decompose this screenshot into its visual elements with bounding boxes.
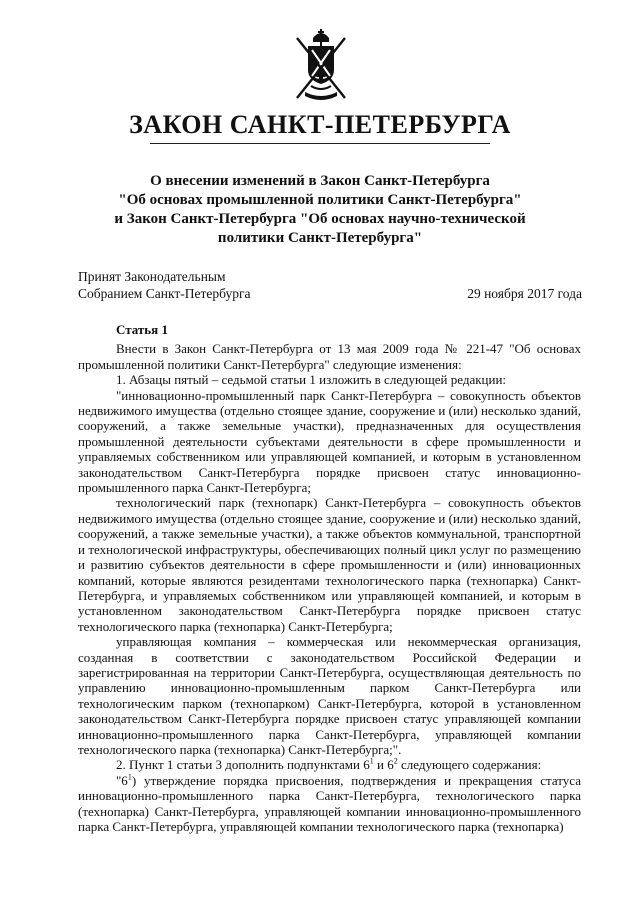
adoption-line: Собранием Санкт-Петербурга bbox=[78, 286, 251, 301]
superscript: 1 bbox=[369, 757, 374, 767]
item-2-text: и 6 bbox=[373, 757, 394, 773]
adoption-date: 29 ноября 2017 года bbox=[467, 286, 582, 301]
adoption-line: Принят Законодательным bbox=[78, 269, 226, 284]
article-body bbox=[78, 322, 581, 834]
item-2-text: 2. Пункт 1 статьи 3 дополнить подпунктами 6 bbox=[116, 757, 370, 773]
subtitle-line: и Закон Санкт-Петербурга "Об основах научно-технической bbox=[114, 211, 526, 227]
title-underline bbox=[150, 143, 490, 144]
subitem-text: ) утверждение порядка присвоения, подтверждения и прекращения статуса инновационно-промышленного парка Санкт-Петербурга, технологического парка (технопарка) Санкт-Петербурга, управляющей компании инновационно-промышленного парка Санкт-Петербурга, управляющей компании технологического парка (технопарка) bbox=[78, 772, 581, 834]
paragraph-subitem-6-1 bbox=[78, 773, 581, 835]
superscript: 1 bbox=[127, 772, 132, 782]
superscript: 2 bbox=[393, 757, 398, 767]
paragraph-intro: Внести в Закон Санкт-Петербурга от 13 мая 2009 года № 221-47 "Об основах промышленной политики Санкт-Петербурга" следующие изменения: bbox=[78, 341, 581, 372]
subitem-text: "6 bbox=[116, 772, 128, 788]
paragraph-item-1: 1. Абзацы пятый – седьмой статьи 1 изложить в следующей редакции: bbox=[116, 372, 507, 388]
paragraph-item-2 bbox=[78, 757, 581, 772]
subtitle-line: О внесении изменений в Закон Санкт-Петербурга bbox=[150, 173, 490, 189]
adoption-block bbox=[78, 268, 251, 302]
subtitle-line: политики Санкт-Петербурга" bbox=[217, 230, 423, 246]
subtitle-line: "Об основах промышленной политики Санкт-Петербурга" bbox=[118, 192, 522, 208]
law-subtitle bbox=[90, 172, 550, 248]
paragraph-definition-innovation-park: "инновационно-промышленный парк Санкт-Петербурга – совокупность объектов недвижимого имущества (отдельно стоящее здание, сооружение и (или) несколько зданий, сооружений, а также земельные участки), предназначенных для осуществления промышленной деятельности субъектами деятельности в сфере промышленности и управляемых собственником или управляющей компанией, и которым в установленном законодательством Санкт-Петербурга порядке присвоен статус инновационно-промышленного парка Санкт-Петербурга; bbox=[78, 387, 581, 496]
law-title: ЗАКОН САНКТ-ПЕТЕРБУРГА bbox=[129, 110, 511, 139]
article-heading: Статья 1 bbox=[116, 322, 168, 337]
paragraph-definition-management-company: управляющая компания – коммерческая или некоммерческая организация, созданная в соответствии с законодательством Российской Федерации и зарегистрированная на территории Санкт-Петербурга, осуществляющая деятельность по управлению инновационно-промышленным парком Санкт-Петербурга или технологическим парком (технопарком) Санкт-Петербурга, которой в установленном законодательством Санкт-Петербурга порядке присвоен статус управляющей компании инновационно-промышленного парка Санкт-Петербурга, управляющей компании технологического парка (технопарка) Санкт-Петербурга;". bbox=[78, 634, 581, 757]
paragraph-definition-technopark: технологический парк (технопарк) Санкт-Петербурга – совокупность объектов недвижимого имущества (отдельно стоящее здание, сооружение и (или) несколько зданий, сооружений, а также земельные участки), а также объектов коммунальной, транспортной и технологической инфраструктуры, обеспечивающих полный цикл услуг по размещению и развитию субъектов деятельности в сфере промышленности и (или) инновационных компаний, которые являются резидентами технологического парка (технопарка) Санкт-Петербурга, и управляемых собственником или управляющей компанией, и которым в установленном законодательством Санкт-Петербурга порядке присвоен статус технологического парка (технопарка) Санкт-Петербурга; bbox=[78, 495, 581, 634]
item-2-text: следующего содержания: bbox=[397, 757, 542, 773]
coat-of-arms-emblem bbox=[291, 28, 351, 106]
